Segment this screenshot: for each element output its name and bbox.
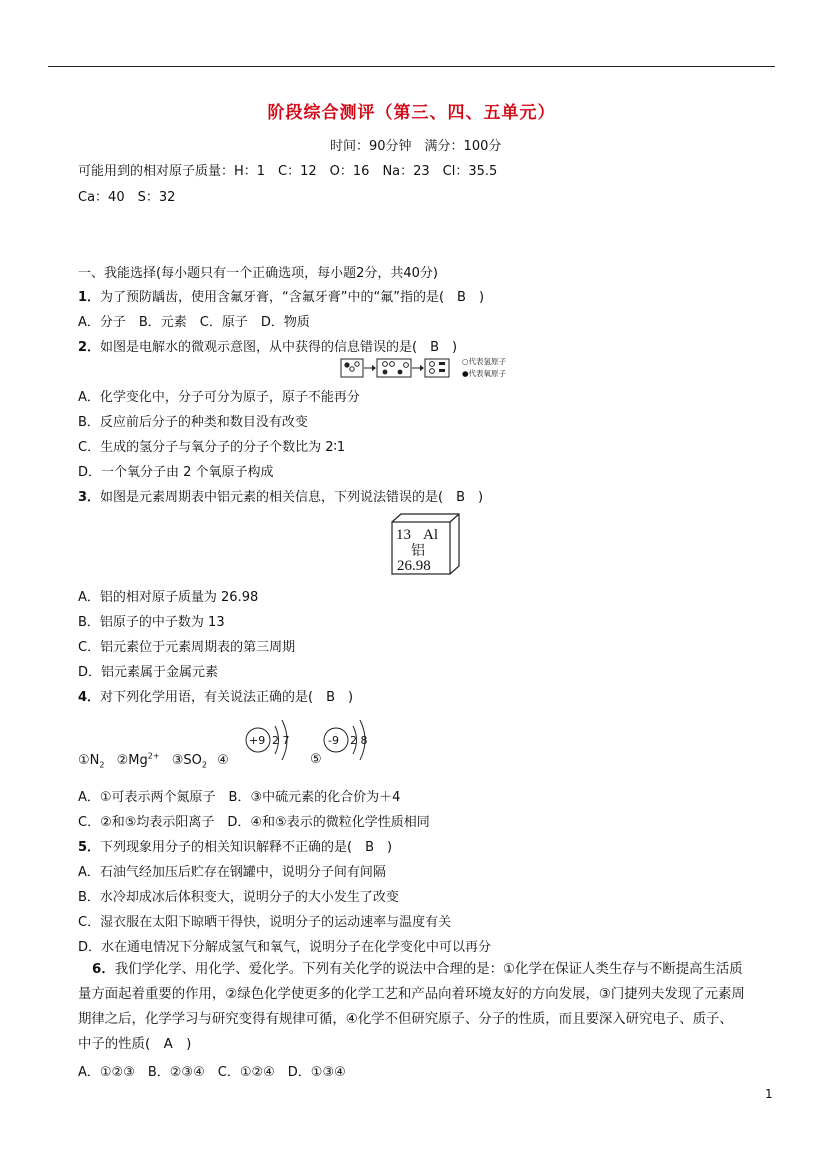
legend-oxygen: ●代表氧原子 bbox=[462, 369, 507, 378]
symbol-n2: $①N_2$ bbox=[78, 753, 105, 770]
question-number: 3． bbox=[78, 490, 101, 505]
page-number: 1 bbox=[765, 1087, 773, 1101]
question-number: 4． bbox=[78, 690, 101, 705]
atom-structure-diagram-5 bbox=[322, 712, 382, 768]
option-c: C．湿衣服在太阳下晾晒干得快，说明分子的运动速率与温度有关 bbox=[78, 915, 452, 930]
question-6-options: A．①②③ B．②③④ C．①②④ D．①③④ bbox=[78, 1065, 346, 1080]
question-stem: 如图是电解水的微观示意图，从中获得的信息错误的是( B ) bbox=[100, 340, 458, 355]
option-d: D．一个氧分子由 2 个氧原子构成 bbox=[78, 465, 274, 480]
question-number: 1． bbox=[78, 290, 101, 305]
option-b: B．铝原子的中子数为 13 bbox=[78, 615, 225, 630]
question-1-options: A．分子 B．元素 C．原子 D．物质 bbox=[78, 315, 310, 330]
question-6 bbox=[78, 957, 746, 1057]
nucleus-charge: -9 bbox=[328, 734, 339, 747]
option-c: C．生成的氢分子与氧分子的分子个数比为 2∶1 bbox=[78, 440, 346, 455]
option-a: A．化学变化中，分子可分为原子，原子不能再分 bbox=[78, 390, 360, 405]
option-c: C．铝元素位于元素周期表的第三周期 bbox=[78, 640, 296, 655]
question-number: 6． bbox=[92, 962, 115, 977]
atomic-mass-line-2: Ca：40 S：32 bbox=[78, 190, 176, 205]
label-item-5: ⑤ bbox=[310, 752, 322, 767]
electron-shells: 2 7 bbox=[272, 734, 290, 747]
question-stem: 下列现象用分子的相关知识解释不正确的是( B ) bbox=[100, 840, 393, 855]
option-a: A．石油气经加压后贮存在钢罐中，说明分子间有间隔 bbox=[78, 865, 386, 880]
option-a: A．铝的相对原子质量为 26.98 bbox=[78, 590, 259, 605]
question-3 bbox=[78, 486, 483, 505]
atom-structure-diagram-4 bbox=[244, 712, 304, 768]
nucleus-charge: +9 bbox=[249, 734, 266, 747]
electron-shells: 2 8 bbox=[350, 734, 368, 747]
tile-mass: 26.98 bbox=[397, 558, 431, 574]
question-stem: 对下列化学用语，有关说法正确的是( B ) bbox=[100, 690, 354, 705]
tile-svg bbox=[391, 513, 463, 577]
option-b: B．水冷却成冰后体积变大，说明分子的大小发生了改变 bbox=[78, 890, 399, 905]
option-d: D．水在通电情况下分解成氢气和氧气，说明分子在化学变化中可以再分 bbox=[78, 940, 492, 955]
page-title: 阶段综合测评（第三、四、五单元） bbox=[267, 103, 556, 123]
atomic-mass-line-1: 可能用到的相对原子质量：H：1 C：12 O：16 Na：23 Cl：35.5 bbox=[78, 164, 498, 179]
question-4 bbox=[78, 686, 353, 705]
option-b: B．反应前后分子的种类和数目没有改变 bbox=[78, 415, 308, 430]
option-d: D．铝元素属于金属元素 bbox=[78, 665, 219, 680]
symbol-so2: $③SO_2$ bbox=[171, 753, 207, 770]
question-stem: 我们学化学、用化学、爱化学。下列有关化学的说法中合理的是：①化学在保证人类生存与不断提高生活质量方面起着重要的作用，②绿色化学使更多的化学工艺和产品向着环境友好的方向发展，③门捷列夫发现了元素周期律之后，化学学习与研究变得有规律可循，④化学不但研究原子、分子的性质，而且要深入研究电子、质子、中子的性质( A ) bbox=[78, 962, 745, 1052]
question-stem: 如图是元素周期表中铝元素的相关信息，下列说法错误的是( B ) bbox=[100, 490, 484, 505]
question-2 bbox=[78, 336, 457, 355]
question-4-options-1: A．①可表示两个氮原子 B．③中硫元素的化合价为＋4 bbox=[78, 790, 401, 805]
question-1 bbox=[78, 286, 484, 305]
chem-symbols-row bbox=[78, 752, 229, 770]
time-info: 时间：90分钟 满分：100分 bbox=[330, 139, 502, 154]
symbol-mg-ion: $②Mg^{2+}$ bbox=[116, 752, 160, 769]
tile-number: 13 bbox=[396, 527, 411, 543]
label-item-4: ④ bbox=[217, 753, 229, 769]
question-4-options-2: C．②和⑤均表示阳离子 D．④和⑤表示的微粒化学性质相同 bbox=[78, 815, 430, 830]
section-heading: 一、我能选择(每小题只有一个正确选项，每小题2分，共40分) bbox=[78, 266, 438, 281]
question-stem: 为了预防龋齿，使用含氟牙膏，“含氟牙膏”中的“氟”指的是( B ) bbox=[100, 290, 485, 305]
question-number: 2． bbox=[78, 340, 101, 355]
question-5 bbox=[78, 836, 392, 855]
tile-symbol: Al bbox=[423, 527, 438, 543]
periodic-table-tile bbox=[391, 513, 463, 577]
tile-name: 铝 bbox=[411, 543, 425, 559]
legend-hydrogen: ○代表氢原子 bbox=[462, 357, 507, 366]
header-rule bbox=[48, 66, 775, 67]
question-number: 5． bbox=[78, 840, 101, 855]
